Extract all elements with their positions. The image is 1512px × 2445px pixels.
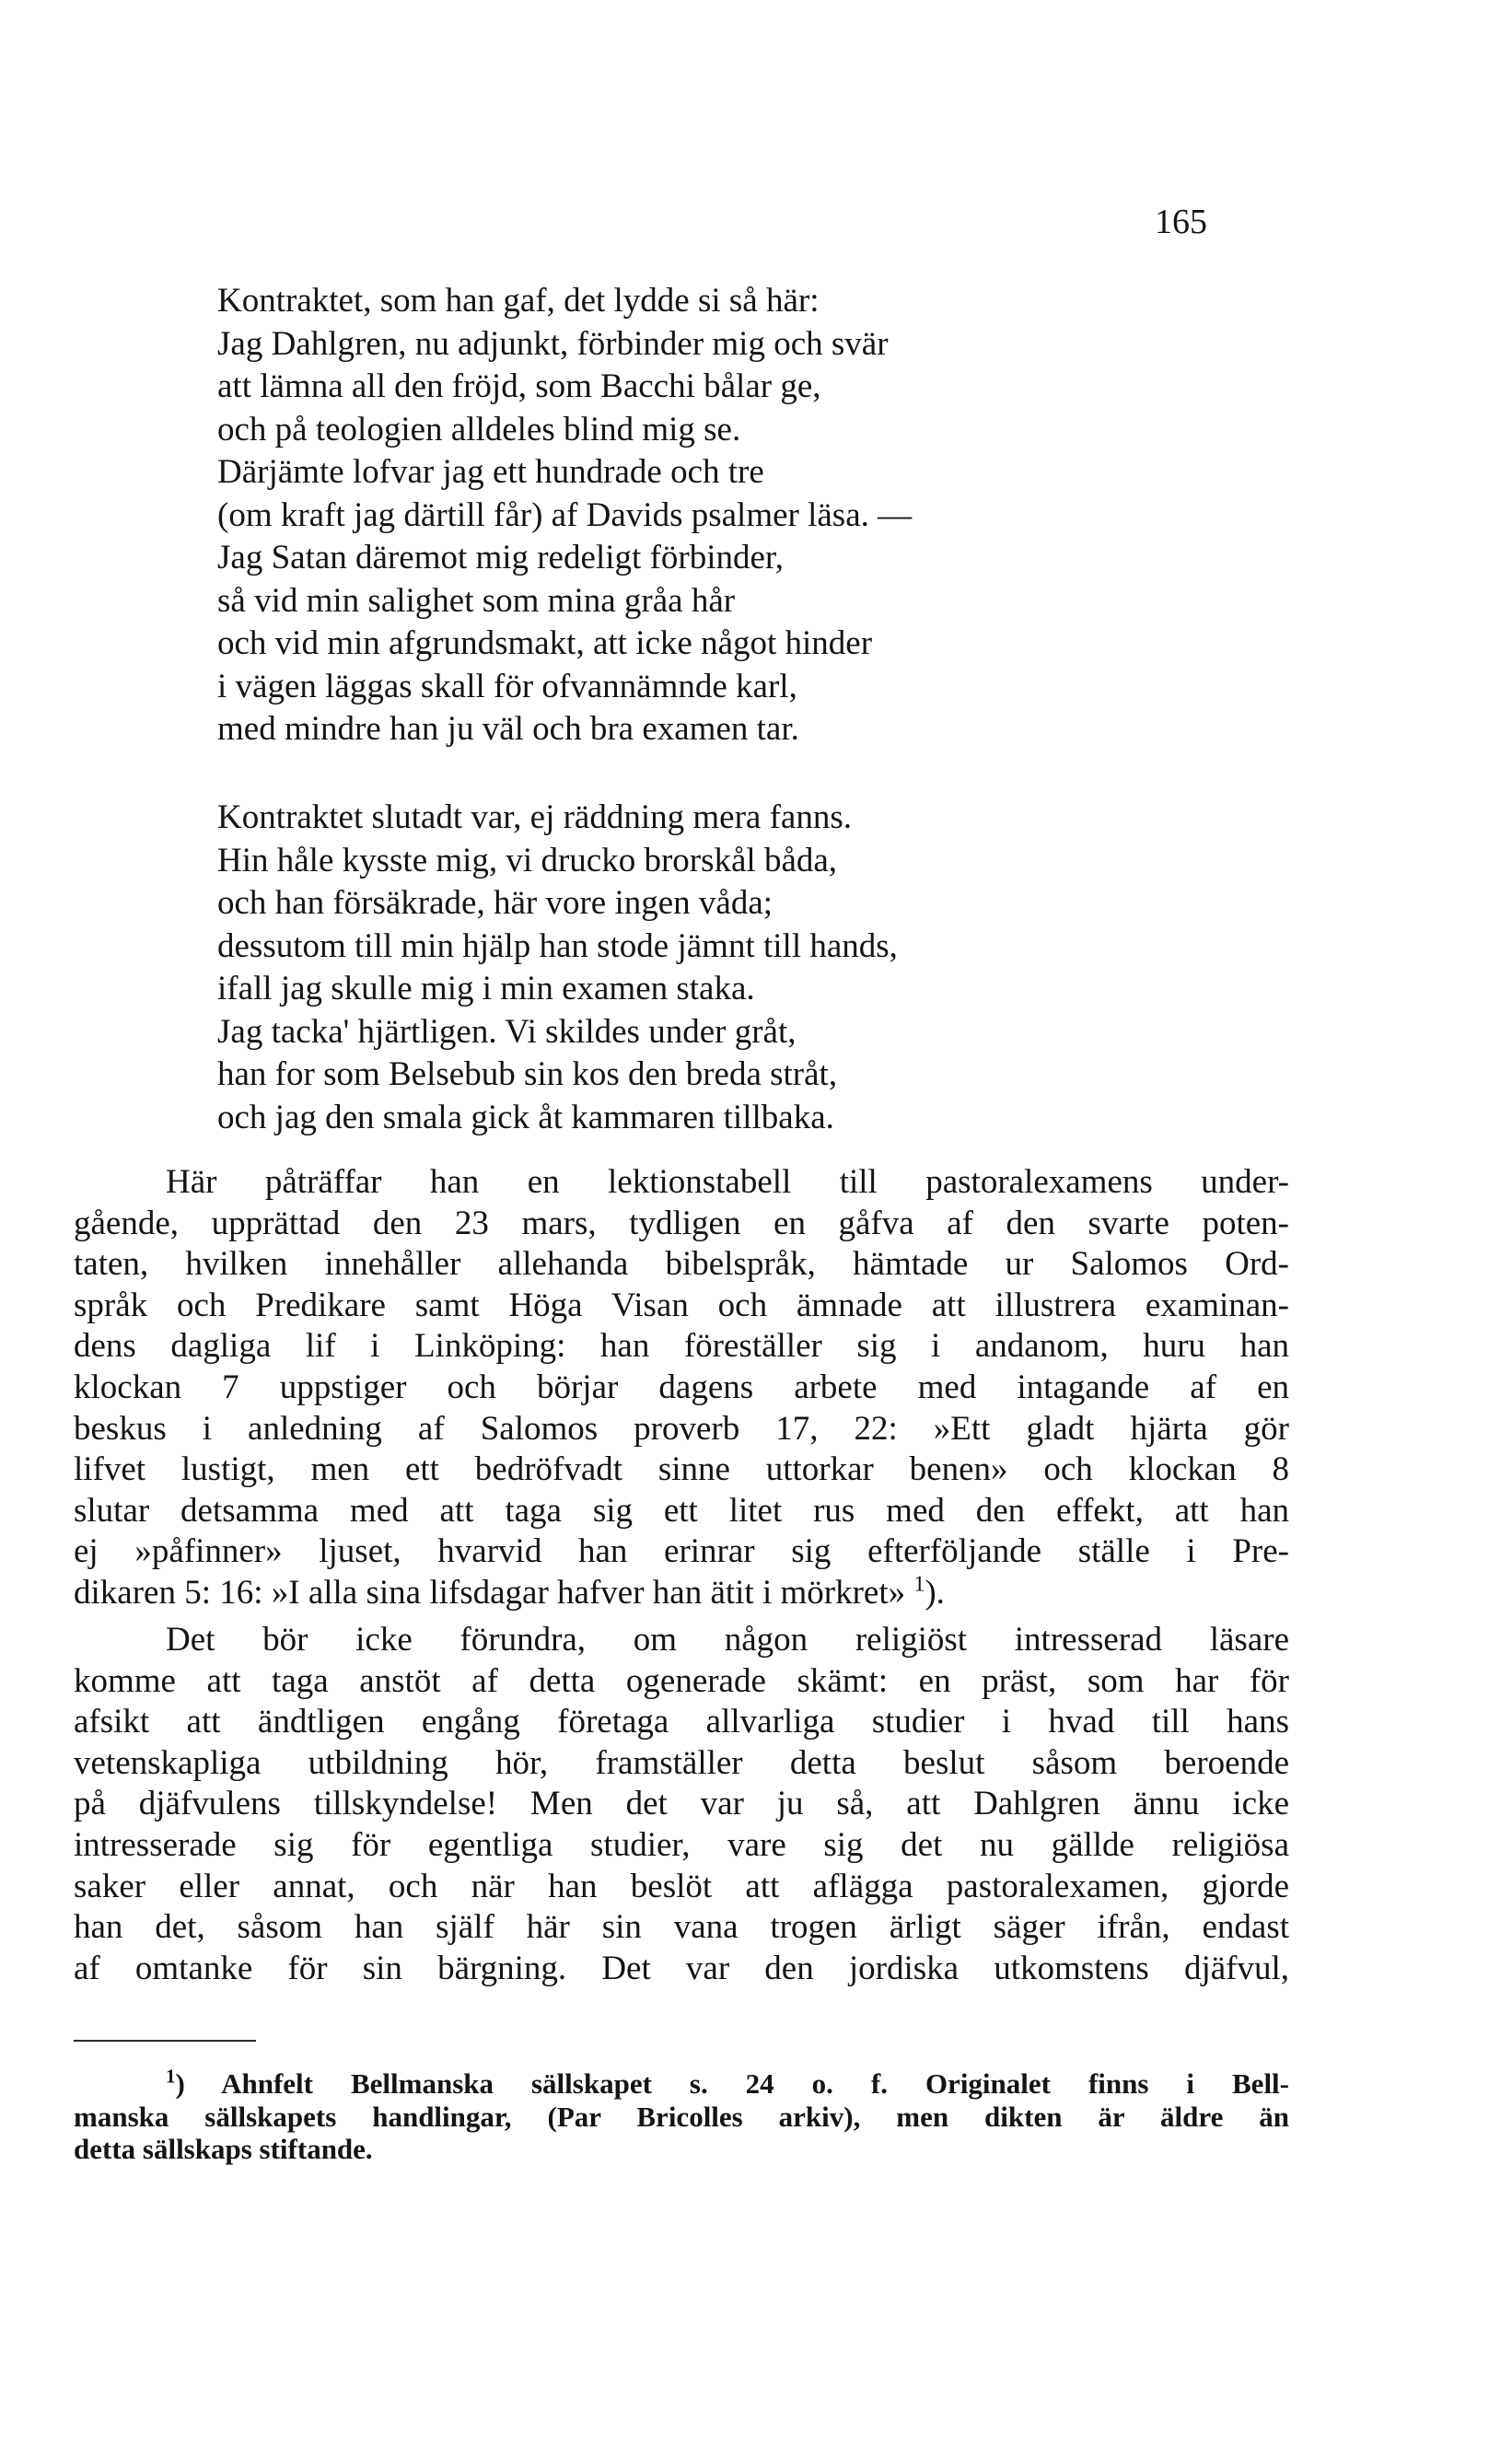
text-line: Här påträffar han en lektionstabell till pastoralexamens under- <box>166 1163 1289 1201</box>
poem-line: Jag Satan däremot mig redeligt förbinder, <box>217 539 784 576</box>
poem-line: dessutom till min hjälp han stode jämnt till hands, <box>217 926 898 965</box>
footnote-divider <box>74 2040 256 2042</box>
text-line: lifvet lustigt, men ett bedröfvadt sinne uttorkar benen» och klockan 8 <box>74 1450 1289 1489</box>
poem-line: att lämna all den fröjd, som Bacchi bålar ge, <box>217 367 821 405</box>
text-line-content: dikaren 5: 16: »I alla sina lifsdagar hafver han ätit i mörkret» <box>74 1573 906 1612</box>
footnote-line: detta sällskaps stiftande. <box>74 2133 373 2165</box>
body-paragraph-1 <box>74 1162 1289 1614</box>
text-line: af omtanke för sin bärgning. Det var den jordiska utkomstens djäfvul, <box>74 1949 1289 1987</box>
text-line: ej »påfinner» ljuset, hvarvid han erinrar sig efterföljande ställe i Pre- <box>74 1532 1289 1571</box>
footnote-reference: 1 <box>913 1572 925 1597</box>
poem-line: (om kraft jag därtill får) af Davids psalmer läsa. — <box>217 495 913 534</box>
poem-line: han for som Belsebub sin kos den breda stråt, <box>217 1055 838 1093</box>
text-line: vetenskapliga utbildning hör, framställer detta beslut såsom beroende <box>74 1743 1289 1782</box>
text-line: på djäfvulens tillskyndelse! Men det var ju så, att Dahlgren ännu icke <box>74 1785 1289 1823</box>
text-line: afsikt att ändtligen engång företaga allvarliga studier i hvad till hans <box>74 1703 1289 1741</box>
poem-line: och jag den smala gick åt kammaren tillbaka. <box>217 1098 834 1136</box>
poem-line: och han försäkrade, här vore ingen våda; <box>217 884 773 922</box>
poem-line: Hin håle kysste mig, vi drucko brorskål båda, <box>217 841 838 879</box>
footnote <box>74 2067 1289 2166</box>
footnote-line: manska sällskapets handlingar, (Par Bricolles arkiv), men dikten är äldre än <box>74 2100 1289 2133</box>
text-line: komme att taga anstöt af detta ogenerade skämt: en präst, som har för <box>74 1661 1289 1700</box>
poem-line: Därjämte lofvar jag ett hundrade och tre <box>217 453 764 491</box>
page-number: 165 <box>1155 203 1207 241</box>
text-line-end: ). <box>925 1573 945 1612</box>
footnote-marker-close: ) <box>175 2067 185 2100</box>
poem-line: i vägen läggas skall för ofvannämnde karl, <box>217 667 797 705</box>
poem-line: Jag tacka' hjärtligen. Vi skildes under gråt, <box>217 1012 797 1051</box>
poem-line: med mindre han ju väl och bra examen tar. <box>217 710 799 748</box>
footnote-text: Ahnfelt Bellmanska sällskapet s. 24 o. f. Originalet finns i Bell- <box>221 2067 1289 2100</box>
text-line: taten, hvilken innehåller allehanda bibelspråk, hämtade ur Salomos Ord- <box>74 1245 1289 1284</box>
poem-line: och vid min afgrundsmakt, att icke något hinder <box>217 624 873 662</box>
poem-line: Jag Dahlgren, nu adjunkt, förbinder mig och svär <box>217 324 889 363</box>
text-line: slutar detsamma med att taga sig ett litet rus med den effekt, att han <box>74 1491 1289 1530</box>
text-line: språk och Predikare samt Höga Visan och ämnade att illustrera examinan- <box>74 1286 1289 1324</box>
text-line: beskus i anledning af Salomos proverb 17, 22: »Ett gladt hjärta gör <box>74 1409 1289 1448</box>
body-paragraph-2 <box>74 1620 1289 1989</box>
poem-line: så vid min salighet som mina gråa hår <box>217 581 736 620</box>
poem-line: Kontraktet, som han gaf, det lydde si så här: <box>217 282 820 320</box>
poem-line: och på teologien alldeles blind mig se. <box>217 410 741 448</box>
text-line: intresserade sig för egentliga studier, vare sig det nu gällde religiösa <box>74 1825 1289 1864</box>
text-line: han det, såsom han själf här sin vana trogen ärligt säger ifrån, endast <box>74 1908 1289 1947</box>
text-line <box>74 1573 1289 1614</box>
poem-stanza-2 <box>217 797 1368 1139</box>
text-line: gående, upprättad den 23 mars, tydligen en gåfva af den svarte poten- <box>74 1204 1289 1242</box>
footnote-line <box>74 2067 1289 2101</box>
text-line: Det bör icke förundra, om någon religiöst intresserad läsare <box>166 1621 1289 1659</box>
footnote-marker: 1 <box>166 2065 176 2088</box>
poem-stanza-1 <box>217 280 1368 751</box>
poem-line: ifall jag skulle mig i min examen staka. <box>217 970 755 1007</box>
text-line: dens dagliga lif i Linköping: han föreställer sig i andanom, huru han <box>74 1327 1289 1366</box>
text-line: saker eller annat, och när han beslöt att aflägga pastoralexamen, gjorde <box>74 1867 1289 1905</box>
poem-line: Kontraktet slutadt var, ej räddning mera fanns. <box>217 798 852 836</box>
text-line: klockan 7 uppstiger och börjar dagens arbete med intagande af en <box>74 1368 1289 1406</box>
